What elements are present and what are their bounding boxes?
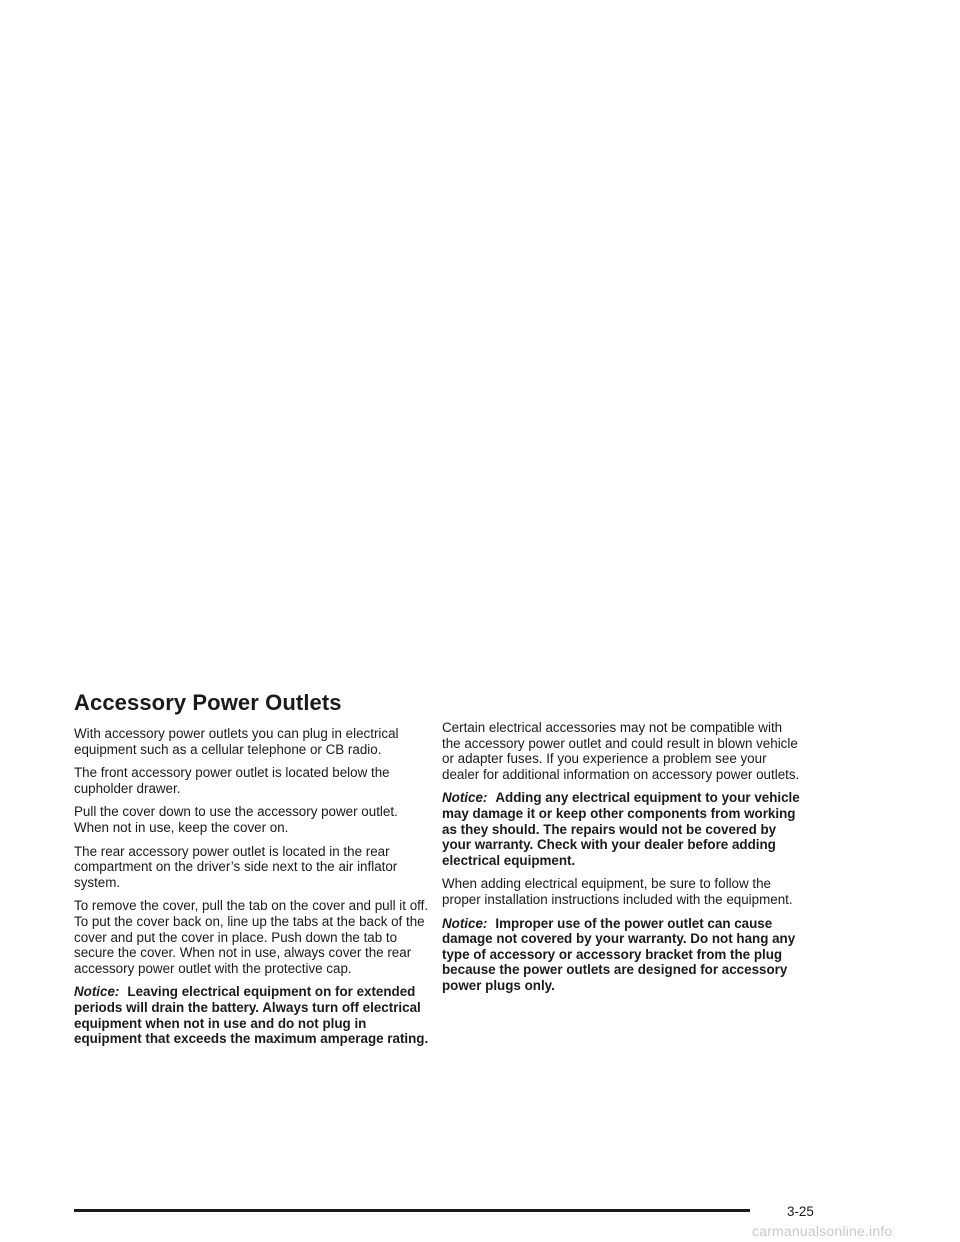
notice-battery bbox=[74, 984, 432, 1046]
notice-improper-use bbox=[442, 916, 800, 994]
paragraph-installation: When adding electrical equipment, be sure to follow the proper installation instructions included with the equipment. bbox=[442, 876, 793, 907]
notice-text: Adding any electrical equipment to your vehicle may damage it or keep other components from working as they should. The repairs would not be covered by your warranty. Check with your dealer before adding electrical equipment. bbox=[442, 790, 800, 868]
paragraph-front-outlet: The front accessory power outlet is located below the cupholder drawer. bbox=[74, 765, 390, 796]
notice-label: Notice: bbox=[442, 790, 488, 806]
right-column bbox=[442, 720, 800, 1002]
paragraph-compatibility: Certain electrical accessories may not be compatible with the accessory power outlet and could result in blown vehicle or adapter fuses. If you experience a problem see your dealer for additional information on accessory power outlets. bbox=[442, 720, 800, 782]
notice-label: Notice: bbox=[442, 915, 488, 931]
paragraph-cover-usage: Pull the cover down to use the accessory power outlet. When not in use, keep the cover on. bbox=[74, 804, 398, 835]
page-number: 3-25 bbox=[787, 1204, 814, 1219]
section-title: Accessory Power Outlets bbox=[74, 690, 342, 715]
notice-text: Improper use of the power outlet can cause damage not covered by your warranty. Do not hang any type of accessory or accessory bracket from the plug because the power outlets are designed for accessory power plugs only. bbox=[442, 915, 796, 993]
paragraph-intro: With accessory power outlets you can plug in electrical equipment such as a cellular telephone or CB radio. bbox=[74, 726, 399, 757]
left-column bbox=[74, 690, 432, 1055]
footer-rule bbox=[74, 1209, 750, 1212]
paragraph-rear-outlet: The rear accessory power outlet is located in the rear compartment on the driver’s side next to the air inflator system. bbox=[74, 843, 398, 890]
notice-label: Notice: bbox=[74, 984, 120, 1000]
watermark: carmanualsonline.info bbox=[752, 1223, 893, 1239]
paragraph-remove-cover: To remove the cover, pull the tab on the cover and pull it off. To put the cover back on, line up the tabs at the back of the cover and put the cover in place. Push down the tab to secure the cover. When not in use, always cover the rear accessory power outlet with the protective cap. bbox=[74, 898, 429, 976]
notice-text: Leaving electrical equipment on for extended periods will drain the battery. Always turn off electrical equipment when not in use and do not plug in equipment that exceeds the maximum amperage rating. bbox=[74, 984, 429, 1047]
notice-warranty bbox=[442, 790, 800, 868]
